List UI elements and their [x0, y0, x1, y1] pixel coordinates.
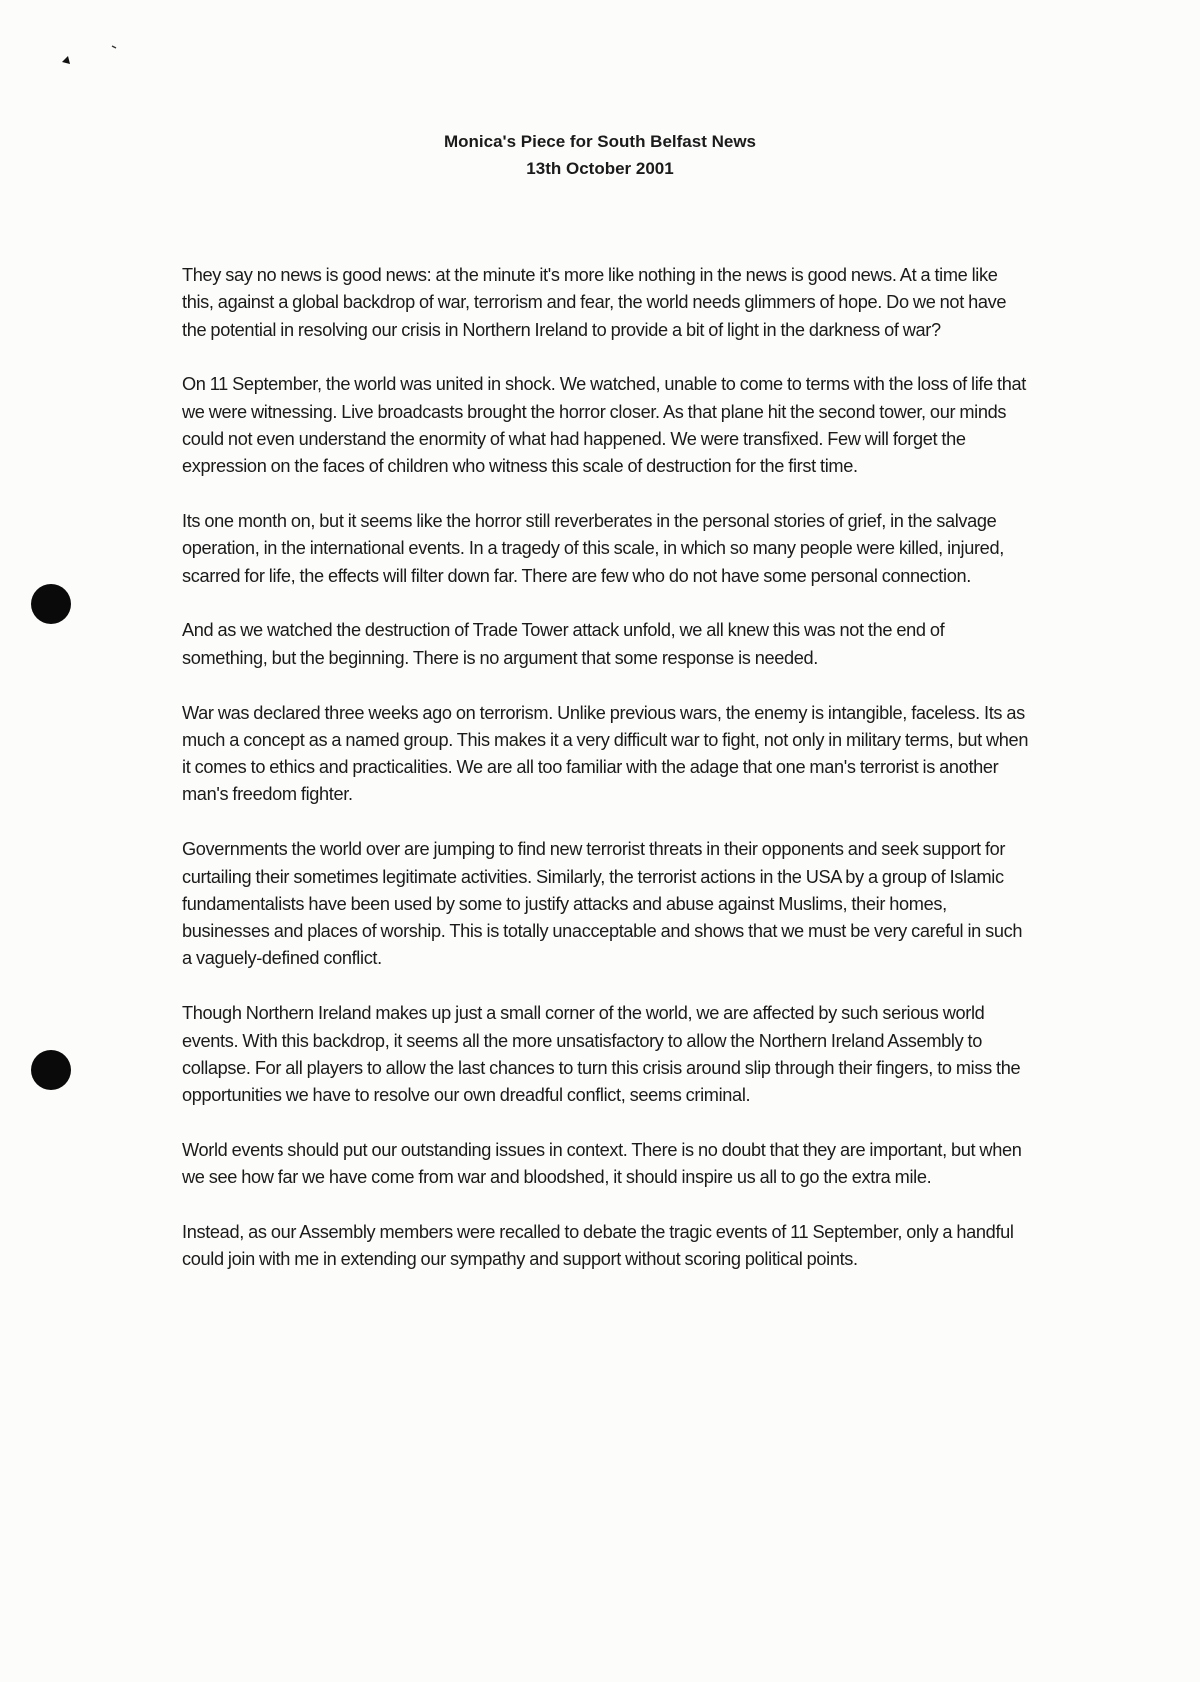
document-title: Monica's Piece for South Belfast News [443, 132, 756, 151]
paragraph: Its one month on, but it seems like the horror still reverberates in the personal stories of grief, in the salvage operation, in the international events. In a tragedy of this scale, in which so many people were killed, injured, scarred for life, the effects will filter down far. There are few who do not have some personal connection. [182, 511, 1004, 586]
paragraph: On 11 September, the world was united in shock. We watched, unable to come to terms with the loss of life that we were witnessing. Live broadcasts brought the horror closer. As that plane hit the second tower, our minds could not even understand the enormity of what had happened. We were transfixed. Few will forget the expression on the faces of children who witness this scale of destruction for the first time. [182, 374, 1026, 477]
paragraph: And as we watched the destruction of Trade Tower attack unfold, we all knew this was not the end of something, but the beginning. There is no argument that some response is needed. [182, 620, 945, 668]
document-date: 13th October 2001 [526, 159, 674, 178]
paragraph: They say no news is good news: at the minute it's more like nothing in the news is good news. At a time like this, against a global backdrop of war, terrorism and fear, the world needs glimmers of hope. Do we not have the potential in resolving our crisis in Northern Ireland to provide a bit of light in the darkness of war? [182, 265, 1007, 340]
article-body [182, 262, 1032, 1301]
paragraph: Governments the world over are jumping to find new terrorist threats in their opponents and seek support for curtailing their sometimes legitimate activities. Similarly, the terrorist actions in the USA by a group of Islamic fundamentalists have been used by some to justify attacks and abuse against Muslims, their homes, businesses and places of worship. This is totally unacceptable and shows that we must be very careful in such a vaguely-defined conflict. [182, 839, 1023, 969]
paragraph: War was declared three weeks ago on terrorism. Unlike previous wars, the enemy is intangible, faceless. Its as much a concept as a named group. This makes it a very difficult war to fight, not only in military terms, but when it comes to ethics and practicalities. We are all too familiar with the adage that one man's terrorist is another man's freedom fighter. [182, 702, 1029, 805]
punch-hole-bottom [31, 1050, 71, 1090]
document-heading [0, 128, 1200, 182]
paragraph: Instead, as our Assembly members were recalled to debate the tragic events of 11 September, only a handful could join with me in extending our sympathy and support without scoring political points. [182, 1222, 1014, 1270]
punch-hole-top [31, 584, 71, 624]
pen-mark-icon [60, 44, 140, 74]
paragraph: World events should put our outstanding issues in context. There is no doubt that they are important, but when we see how far we have come from war and bloodshed, it should inspire us all to go the extra mile. [182, 1139, 1022, 1188]
paragraph: Though Northern Ireland makes up just a small corner of the world, we are affected by such serious world events. With this backdrop, it seems all the more unsatisfactory to allow the Northern Ireland Assembly to collapse. For all players to allow the last chances to turn this crisis around slip through their fingers, to miss the opportunities we have to resolve our own dreadful conflict, seems criminal. [182, 1003, 1021, 1106]
